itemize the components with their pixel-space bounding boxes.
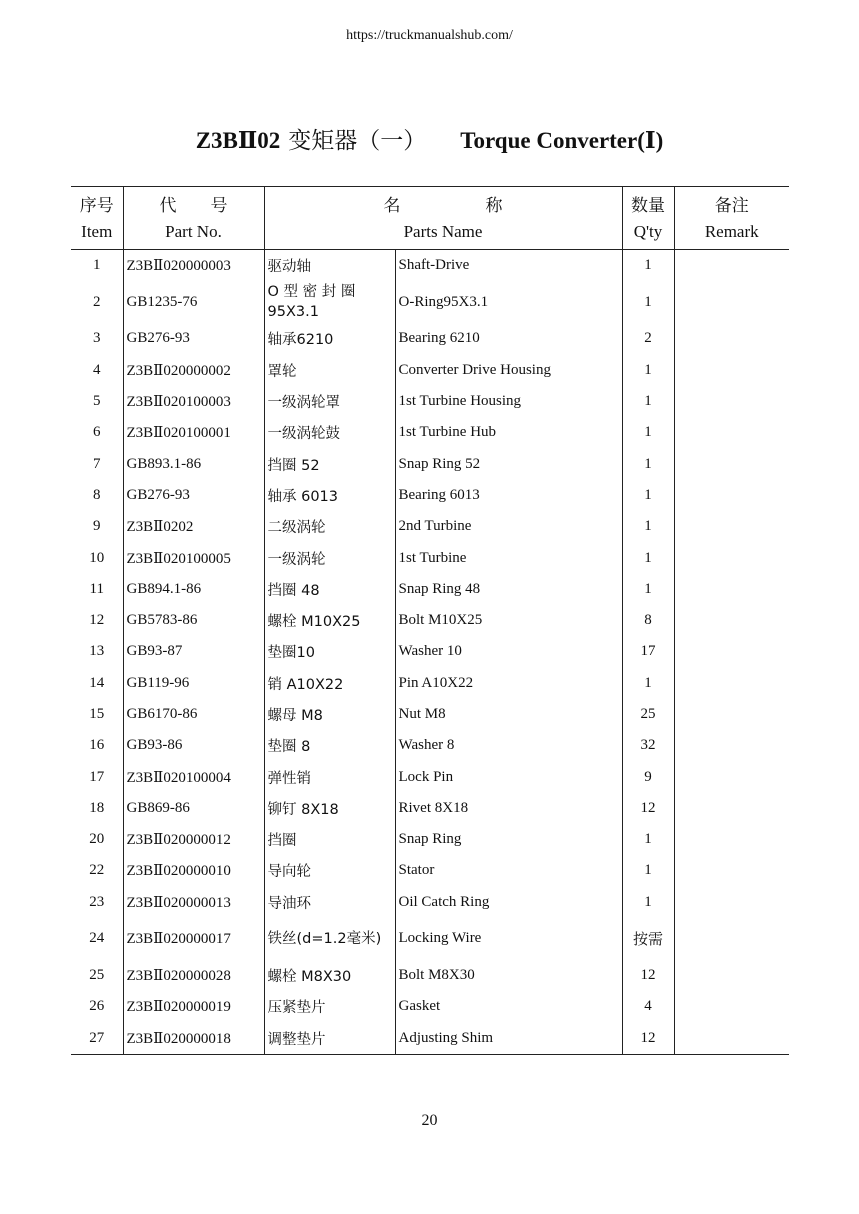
cell-part-no: GB869-86 <box>123 793 264 824</box>
cell-part-no: Z3BⅡ020000013 <box>123 887 264 918</box>
cell-part-no: GB893.1-86 <box>123 448 264 479</box>
cell-name-english: Gasket <box>395 991 622 1022</box>
parts-table <box>71 186 789 1055</box>
table-row <box>71 793 789 824</box>
cell-part-no: GB6170-86 <box>123 699 264 730</box>
cell-name-english: Snap Ring <box>395 824 622 855</box>
cell-qty: 1 <box>622 668 674 699</box>
table-row <box>71 918 789 960</box>
cell-name-english: Oil Catch Ring <box>395 887 622 918</box>
table-row <box>71 281 789 323</box>
cell-name-english: Pin A10X22 <box>395 668 622 699</box>
cell-part-no: Z3BⅡ020000010 <box>123 855 264 886</box>
cell-qty: 2 <box>622 323 674 354</box>
cell-name-chinese: 轴承6210 <box>264 323 395 354</box>
cell-part-no: GB276-93 <box>123 480 264 511</box>
cell-item: 18 <box>89 799 105 816</box>
cell-qty: 12 <box>622 793 674 824</box>
cell-qty: 12 <box>622 1023 674 1055</box>
cell-name-english: Adjusting Shim <box>395 1023 622 1055</box>
table-row <box>71 1023 789 1055</box>
table-row <box>71 991 789 1022</box>
cell-part-no: GB119-96 <box>123 668 264 699</box>
header-parts-name: 名 称 Parts Name <box>264 187 622 250</box>
table-row <box>71 960 789 991</box>
cell-qty: 1 <box>622 386 674 417</box>
cell-name-english: Lock Pin <box>395 761 622 792</box>
cell-name-chinese: 轴承 6013 <box>264 480 395 511</box>
cell-part-no: Z3BⅡ020100001 <box>123 417 264 448</box>
cell-qty: 1 <box>622 281 674 323</box>
cell-part-no: Z3BⅡ020100003 <box>123 386 264 417</box>
cell-remark <box>674 480 789 511</box>
header-remark: 备注 Remark <box>674 187 789 250</box>
cell-part-no: GB1235-76 <box>123 281 264 323</box>
cell-name-chinese: 垫圈 8 <box>264 730 395 761</box>
cell-remark <box>674 730 789 761</box>
title-code: Z3BⅡ02 <box>195 128 281 153</box>
header-item: 序号 Item <box>71 187 123 250</box>
cell-item: 24 <box>89 930 105 947</box>
table-row <box>71 761 789 792</box>
cell-name-chinese: 压紧垫片 <box>264 991 395 1022</box>
table-header-row <box>71 187 789 250</box>
cell-item: 8 <box>93 486 101 503</box>
cell-name-chinese: 螺栓 M10X25 <box>264 605 395 636</box>
cell-qty: 1 <box>622 250 674 282</box>
parts-table-body <box>71 250 789 1055</box>
cell-name-chinese: 铆钉 8X18 <box>264 793 395 824</box>
cell-name-chinese: 导油环 <box>264 887 395 918</box>
cell-item: 5 <box>93 393 101 410</box>
table-row <box>71 511 789 542</box>
table-row <box>71 417 789 448</box>
page-number: 20 <box>421 1112 438 1129</box>
cell-qty: 按需 <box>622 918 674 960</box>
cell-part-no: GB276-93 <box>123 323 264 354</box>
cell-item: 20 <box>89 831 105 848</box>
cell-remark <box>674 887 789 918</box>
cell-name-chinese: 驱动轴 <box>264 250 395 282</box>
cell-item: 26 <box>89 998 105 1015</box>
cell-remark <box>674 991 789 1022</box>
title-english: Torque Converter(Ⅰ) <box>460 128 664 153</box>
cell-item: 1 <box>93 257 101 274</box>
cell-name-english: Bearing 6013 <box>395 480 622 511</box>
cell-item: 15 <box>89 706 105 722</box>
cell-name-english: Rivet 8X18 <box>395 793 622 824</box>
header-qty: 数量 Q'ty <box>622 187 674 250</box>
cell-name-chinese: 罩轮 <box>264 355 395 386</box>
cell-name-chinese: 铁丝(d=1.2毫米) <box>264 918 395 960</box>
cell-name-english: Bolt M10X25 <box>395 605 622 636</box>
table-row <box>71 448 789 479</box>
cell-part-no: GB93-86 <box>123 730 264 761</box>
cell-qty: 8 <box>622 605 674 636</box>
cell-item: 11 <box>89 580 104 597</box>
cell-name-chinese: 垫圈10 <box>264 636 395 667</box>
cell-name-english: Bearing 6210 <box>395 323 622 354</box>
cell-item: 12 <box>89 612 105 629</box>
cell-remark <box>674 511 789 542</box>
cell-qty: 1 <box>622 480 674 511</box>
cell-remark <box>674 605 789 636</box>
cell-name-chinese: 挡圈 52 <box>264 448 395 479</box>
cell-part-no: Z3BⅡ0202 <box>123 511 264 542</box>
cell-name-chinese: 销 A10X22 <box>264 668 395 699</box>
cell-name-chinese: 螺栓 M8X30 <box>264 960 395 991</box>
cell-name-chinese: 挡圈 <box>264 824 395 855</box>
cell-remark <box>674 761 789 792</box>
cell-name-english: Washer 10 <box>395 636 622 667</box>
cell-remark <box>674 386 789 417</box>
cell-item: 17 <box>89 768 105 785</box>
cell-qty: 25 <box>622 699 674 730</box>
cell-remark <box>674 918 789 960</box>
cell-item: 16 <box>89 737 105 754</box>
cell-item: 7 <box>93 455 101 472</box>
cell-qty: 1 <box>622 511 674 542</box>
cell-name-english: Locking Wire <box>395 918 622 960</box>
cell-remark <box>674 323 789 354</box>
cell-qty: 17 <box>622 636 674 667</box>
cell-remark <box>674 574 789 605</box>
source-url[interactable]: https://truckmanualshub.com/ <box>346 28 513 43</box>
cell-part-no: Z3BⅡ020000002 <box>123 355 264 386</box>
cell-qty: 32 <box>622 730 674 761</box>
cell-remark <box>674 542 789 573</box>
table-row <box>71 605 789 636</box>
cell-remark <box>674 636 789 667</box>
cell-name-chinese: 挡圈 48 <box>264 574 395 605</box>
cell-part-no: Z3BⅡ020000017 <box>123 918 264 960</box>
cell-item: 9 <box>93 518 101 535</box>
table-row <box>71 699 789 730</box>
cell-remark <box>674 250 789 282</box>
table-row <box>71 824 789 855</box>
cell-name-chinese: 二级涡轮 <box>264 511 395 542</box>
table-row <box>71 855 789 886</box>
cell-name-chinese: 一级涡轮鼓 <box>264 417 395 448</box>
table-row <box>71 636 789 667</box>
cell-remark <box>674 855 789 886</box>
cell-name-chinese: 导向轮 <box>264 855 395 886</box>
header-part-no: 代 号 Part No. <box>123 187 264 250</box>
cell-name-chinese: 调整垫片 <box>264 1023 395 1055</box>
table-row <box>71 386 789 417</box>
cell-remark <box>674 448 789 479</box>
cell-remark <box>674 793 789 824</box>
table-row <box>71 887 789 918</box>
cell-qty: 1 <box>622 824 674 855</box>
cell-part-no: Z3BⅡ020000028 <box>123 960 264 991</box>
title-chinese: 变矩器（一） <box>288 128 427 154</box>
cell-remark <box>674 824 789 855</box>
table-row <box>71 355 789 386</box>
cell-item: 25 <box>89 967 105 984</box>
table-row <box>71 730 789 761</box>
cell-qty: 12 <box>622 960 674 991</box>
table-row <box>71 574 789 605</box>
cell-remark <box>674 1023 789 1055</box>
cell-name-english: Washer 8 <box>395 730 622 761</box>
cell-remark <box>674 960 789 991</box>
cell-item: 2 <box>93 293 101 310</box>
cell-name-english: Converter Drive Housing <box>395 355 622 386</box>
cell-item: 14 <box>89 674 105 691</box>
cell-item: 23 <box>89 893 105 910</box>
cell-part-no: GB93-87 <box>123 636 264 667</box>
table-row <box>71 250 789 282</box>
cell-remark <box>674 281 789 323</box>
cell-item: 4 <box>93 361 101 378</box>
cell-name-english: 1st Turbine <box>395 542 622 573</box>
cell-remark <box>674 699 789 730</box>
cell-remark <box>674 355 789 386</box>
cell-remark <box>674 668 789 699</box>
cell-name-chinese: 一级涡轮 <box>264 542 395 573</box>
cell-qty: 1 <box>622 855 674 886</box>
cell-item: 6 <box>93 424 101 441</box>
cell-name-english: Bolt M8X30 <box>395 960 622 991</box>
cell-qty: 1 <box>622 448 674 479</box>
cell-part-no: Z3BⅡ020000012 <box>123 824 264 855</box>
cell-qty: 1 <box>622 542 674 573</box>
cell-name-english: Nut M8 <box>395 699 622 730</box>
cell-item: 10 <box>89 549 105 566</box>
cell-part-no: Z3BⅡ020000003 <box>123 250 264 282</box>
cell-name-english: 1st Turbine Hub <box>395 417 622 448</box>
cell-item: 13 <box>89 643 105 660</box>
cell-qty: 1 <box>622 417 674 448</box>
cell-name-chinese: 弹性销 <box>264 761 395 792</box>
cell-name-chinese: 螺母 M8 <box>264 699 395 730</box>
cell-item: 3 <box>93 330 101 347</box>
cell-part-no: Z3BⅡ020100005 <box>123 542 264 573</box>
cell-item: 27 <box>71 1023 123 1055</box>
table-row <box>71 323 789 354</box>
page-title <box>0 122 859 155</box>
cell-name-english: 1st Turbine Housing <box>395 386 622 417</box>
cell-name-chinese: O 型 密 封 圈 95X3.1 <box>264 281 395 323</box>
cell-part-no: Z3BⅡ020100004 <box>123 761 264 792</box>
cell-part-no: Z3BⅡ020000019 <box>123 991 264 1022</box>
cell-name-english: O-Ring95X3.1 <box>395 281 622 323</box>
cell-name-english: Snap Ring 48 <box>395 574 622 605</box>
cell-part-no: GB894.1-86 <box>123 574 264 605</box>
cell-qty: 1 <box>622 355 674 386</box>
cell-qty: 9 <box>622 761 674 792</box>
table-row <box>71 480 789 511</box>
cell-item: 22 <box>89 862 105 879</box>
cell-remark <box>674 417 789 448</box>
cell-part-no: GB5783-86 <box>123 605 264 636</box>
cell-name-english: Snap Ring 52 <box>395 448 622 479</box>
cell-name-chinese: 一级涡轮罩 <box>264 386 395 417</box>
cell-name-english: Stator <box>395 855 622 886</box>
table-row <box>71 668 789 699</box>
cell-part-no: Z3BⅡ020000018 <box>123 1023 264 1055</box>
cell-qty: 1 <box>622 887 674 918</box>
cell-name-english: 2nd Turbine <box>395 511 622 542</box>
cell-qty: 1 <box>622 574 674 605</box>
table-row <box>71 542 789 573</box>
cell-qty: 4 <box>622 991 674 1022</box>
cell-name-english: Shaft-Drive <box>395 250 622 282</box>
